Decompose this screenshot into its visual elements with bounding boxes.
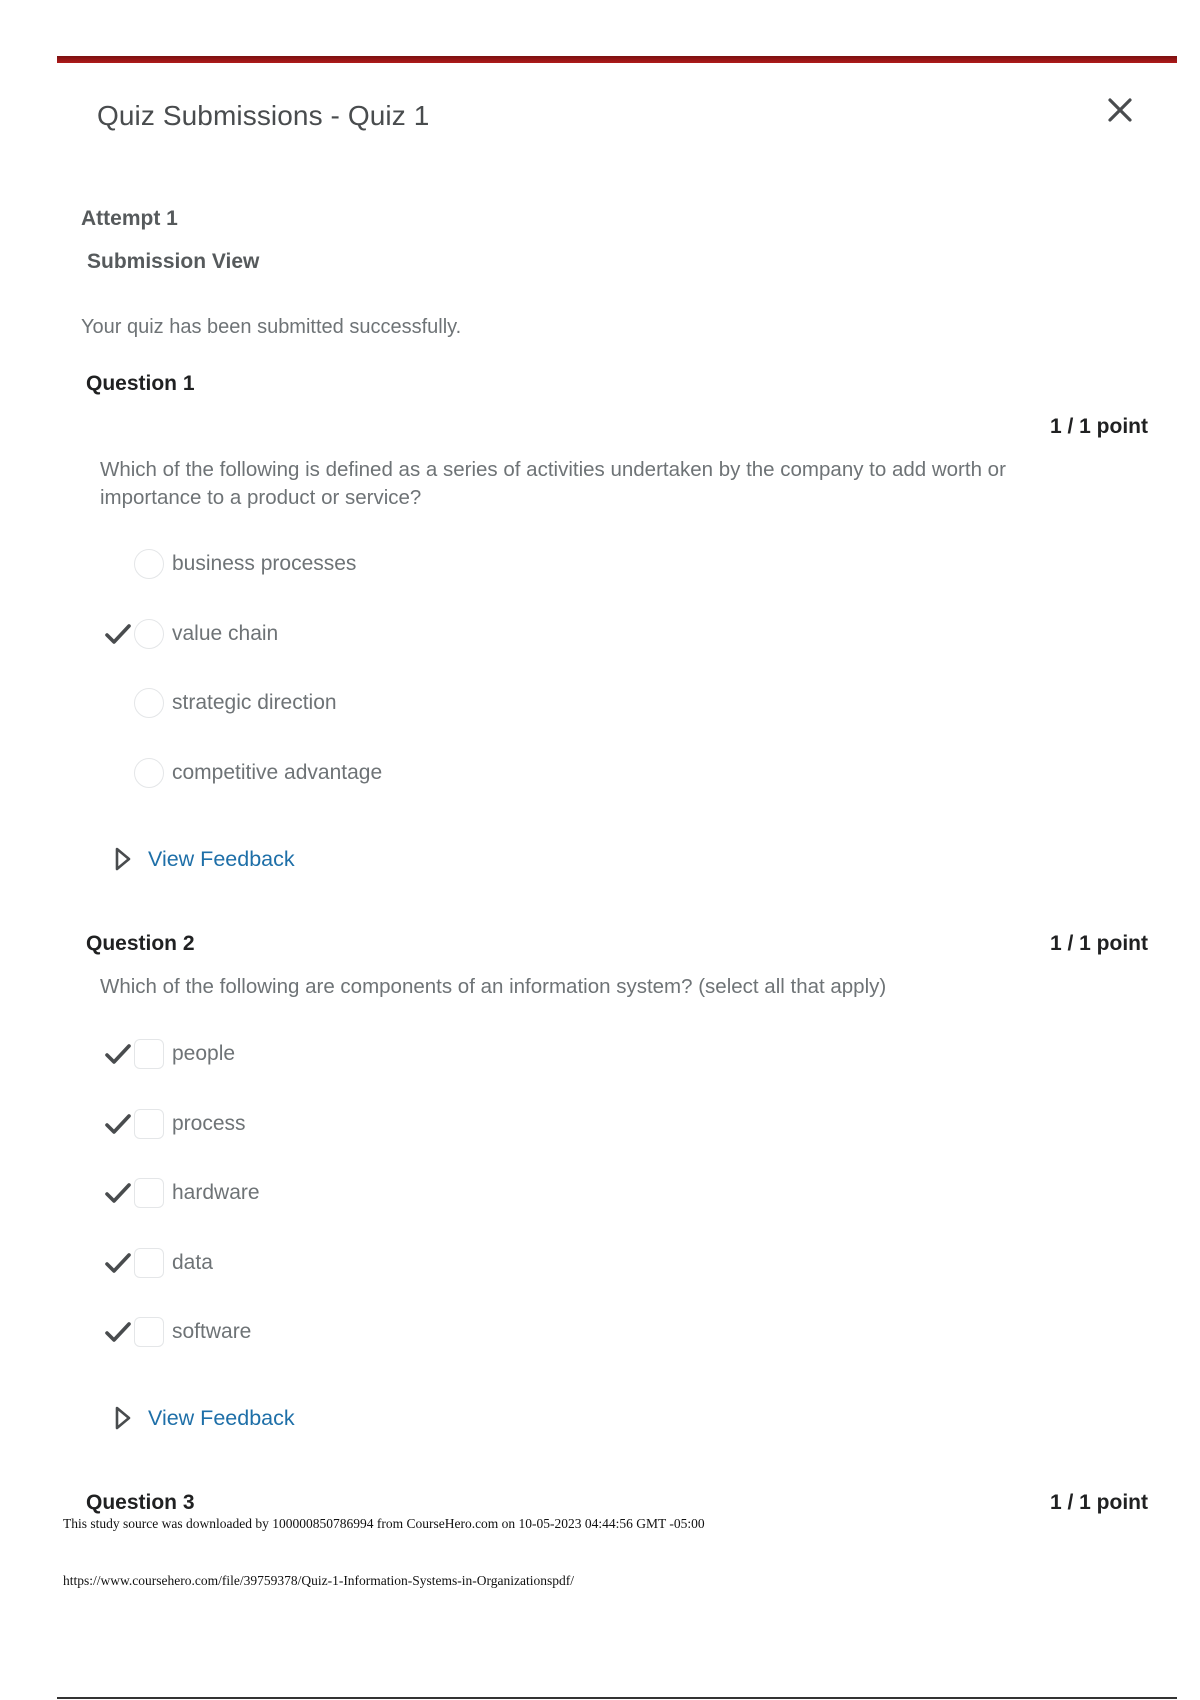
- check-slot: [104, 1110, 132, 1138]
- source-url: https://www.coursehero.com/file/39759378/Quiz-1-Information-Systems-in-Organizationspdf/: [63, 1573, 575, 1588]
- checkmark-icon: [105, 1043, 131, 1065]
- checkmark-icon: [105, 1182, 131, 1204]
- header-accent-bar: [57, 56, 1177, 63]
- question-2-text: Which of the following are components of an information system? (select all that apply): [100, 975, 887, 998]
- submission-status: Your quiz has been submitted successfully.: [81, 316, 462, 338]
- check-slot: [104, 550, 132, 578]
- check-slot: [104, 1318, 132, 1346]
- question-2-option: [104, 1246, 213, 1280]
- question-2-points: 1 / 1 point: [1049, 932, 1148, 955]
- option-label: software: [172, 1320, 252, 1343]
- question-2-option: [104, 1107, 246, 1141]
- triangle-right-icon: [114, 1405, 132, 1431]
- close-button[interactable]: [1100, 90, 1140, 130]
- checkmark-icon: [105, 623, 131, 645]
- option-label: business processes: [172, 552, 357, 575]
- question-3-title: Question 3: [86, 1491, 195, 1514]
- check-slot: [104, 1249, 132, 1277]
- checkbox[interactable]: [134, 1039, 164, 1069]
- radio-button[interactable]: [134, 619, 164, 649]
- check-slot: [104, 1040, 132, 1068]
- checkbox[interactable]: [134, 1109, 164, 1139]
- checkmark-icon: [105, 1252, 131, 1274]
- checkbox[interactable]: [134, 1178, 164, 1208]
- close-icon: [1100, 90, 1140, 130]
- question-2-option: [104, 1037, 235, 1071]
- radio-button[interactable]: [134, 688, 164, 718]
- radio-button[interactable]: [134, 549, 164, 579]
- option-label: hardware: [172, 1181, 260, 1204]
- option-label: strategic direction: [172, 691, 337, 714]
- option-label: competitive advantage: [172, 761, 383, 784]
- view-feedback-link[interactable]: View Feedback: [148, 1405, 295, 1430]
- check-slot: [104, 689, 132, 717]
- checkmark-icon: [105, 1321, 131, 1343]
- view-feedback-link[interactable]: View Feedback: [148, 846, 295, 871]
- option-label: data: [172, 1251, 213, 1274]
- submission-view-label: Submission View: [87, 250, 260, 273]
- question-1-title: Question 1: [86, 372, 195, 395]
- option-label: people: [172, 1042, 236, 1065]
- bottom-divider: [57, 1697, 1177, 1699]
- question-3-points: 1 / 1 point: [1049, 1491, 1148, 1514]
- question-1-points: 1 / 1 point: [1049, 415, 1148, 438]
- question-2-option: [104, 1176, 260, 1210]
- question-2-title: Question 2: [86, 932, 195, 955]
- question-1-option: [104, 686, 337, 720]
- checkbox[interactable]: [134, 1248, 164, 1278]
- option-label: value chain: [172, 622, 279, 645]
- check-slot: [104, 1179, 132, 1207]
- option-label: process: [172, 1112, 246, 1135]
- view-feedback-toggle[interactable]: [114, 846, 295, 872]
- dialog-title: Quiz Submissions - Quiz 1: [97, 100, 430, 131]
- checkbox[interactable]: [134, 1317, 164, 1347]
- check-slot: [104, 620, 132, 648]
- triangle-right-icon: [114, 846, 132, 872]
- attempt-label: Attempt 1: [81, 207, 178, 230]
- question-2-option: [104, 1315, 251, 1349]
- view-feedback-toggle[interactable]: [114, 1405, 295, 1431]
- question-1-option: [104, 756, 382, 790]
- checkmark-icon: [105, 1113, 131, 1135]
- download-watermark: This study source was downloaded by 100000850786994 from CourseHero.com on 10-05-2023 04:44:56 GMT -05:00: [63, 1516, 705, 1531]
- question-1-option: [104, 547, 356, 581]
- question-1-text: Which of the following is defined as a series of activities undertaken by the company to add worth or importance to a product or service?: [100, 458, 1006, 509]
- check-slot: [104, 759, 132, 787]
- question-1-option: [104, 617, 278, 651]
- radio-button[interactable]: [134, 758, 164, 788]
